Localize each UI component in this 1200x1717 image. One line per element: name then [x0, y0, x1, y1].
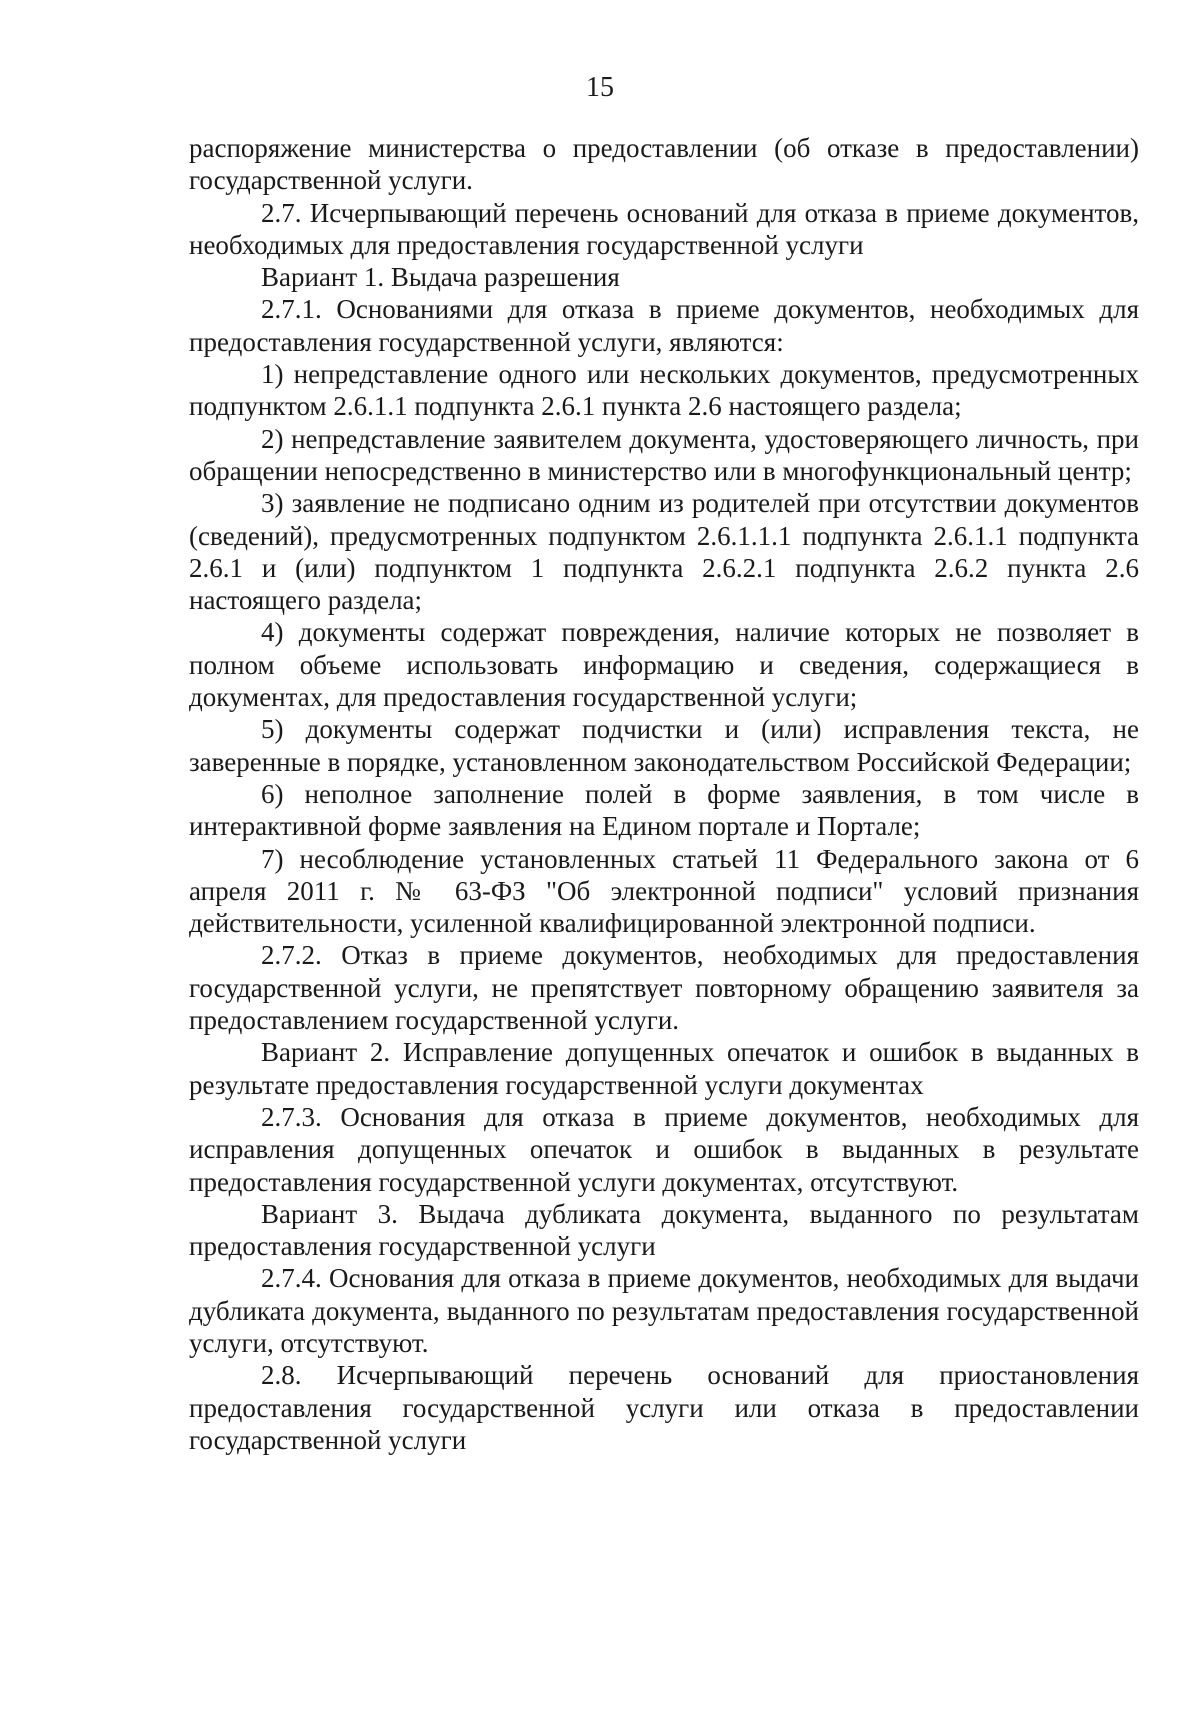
list-item-2: 2) непредставление заявителем документа, удостоверяющего личность, при обращении непосредственно в министерство или в многофункциональный центр;	[189, 423, 1139, 486]
document-body	[189, 132, 1139, 1456]
clause-2-7-2: 2.7.2. Отказ в приеме документов, необходимых для предоставления государственной услуги, не препятствует повторному обращению заявителя за предоставлением государственной услуги.	[189, 940, 1139, 1036]
list-item-3: 3) заявление не подписано одним из родителей при отсутствии документов (сведений), предусмотренных подпунктом 2.6.1.1.1 подпункта 2.6.1.1 подпункта 2.6.1 и (или) подпунктом 1 подпункта 2.6.2.1 подпункта 2.6.2 пункта 2.6 настоящего раздела;	[189, 488, 1139, 616]
clause-2-7-4: 2.7.4. Основания для отказа в приеме документов, необходимых для выдачи дубликата документа, выданного по результатам предоставления государственной услуги, отсутствуют.	[189, 1263, 1139, 1358]
list-item-4: 4) документы содержат повреждения, наличие которых не позволяет в полном объеме использовать информацию и сведения, содержащиеся в документах, для предоставления государственной услуги;	[189, 617, 1139, 713]
list-item-7: 7) несоблюдение установленных статьей 11 Федерального закона от 6 апреля 2011 г. № 63-ФЗ "Об электронной подписи" условий признания действительности, усиленной квалифицированной электронной подписи.	[189, 843, 1139, 939]
page-number: 15	[586, 72, 614, 103]
variant-1-heading: Вариант 1. Выдача разрешения	[261, 262, 620, 293]
list-item-5: 5) документы содержат подчистки и (или) исправления текста, не заверенные в порядке, установленном законодательством Российской Федерации;	[189, 714, 1139, 777]
clause-2-7-3: 2.7.3. Основания для отказа в приеме документов, необходимых для исправления допущенных опечаток и ошибок в выданных в результате предоставления государственной услуги документах, отсутствуют.	[189, 1101, 1139, 1197]
section-heading-2-8: 2.8. Исчерпывающий перечень оснований для приостановления предоставления государственной услуги или отказа в предоставлении государственной услуги	[189, 1360, 1139, 1455]
paragraph-continuation: распоряжение министерства о предоставлении (об отказе в предоставлении) государственной услуги.	[189, 133, 1139, 196]
list-item-1: 1) непредставление одного или нескольких документов, предусмотренных подпунктом 2.6.1.1 подпункта 2.6.1 пункта 2.6 настоящего раздела;	[189, 359, 1139, 422]
list-item-6: 6) неполное заполнение полей в форме заявления, в том числе в интерактивной форме заявления на Едином портале и Портале;	[189, 778, 1139, 842]
variant-3-heading: Вариант 3. Выдача дубликата документа, выданного по результатам предоставления государственной услуги	[189, 1198, 1139, 1262]
variant-2-heading: Вариант 2. Исправление допущенных опечаток и ошибок в выданных в результате предоставления государственной услуги документах	[189, 1037, 1139, 1100]
clause-2-7-1: 2.7.1. Основаниями для отказа в приеме документов, необходимых для предоставления государственной услуги, являются:	[189, 294, 1139, 357]
section-heading-2-7: 2.7. Исчерпывающий перечень оснований для отказа в приеме документов, необходимых для предоставления государственной услуги	[189, 197, 1139, 260]
